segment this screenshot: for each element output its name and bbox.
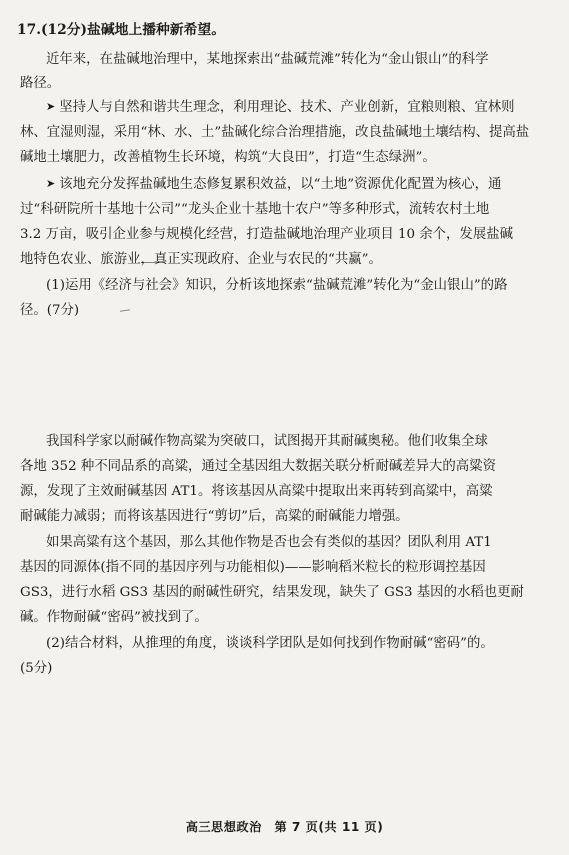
bullet-1-line-2: 林、宜湿则湿，采用“林、水、土”盐碱化综合治理措施，改良盐碱地土壤结构、提高盐	[20, 125, 530, 140]
question-title: 17.(12分)盐碱地上播种新希望。	[17, 22, 226, 38]
bullet-2-text: 该地充分发挥盐碱地生态修复累积效益，以“土地”资源优化配置为核心，通	[59, 177, 502, 192]
material-p2-line-4: 碱。作物耐碱“密码”被找到了。	[20, 610, 208, 625]
sub-question-2-line-2: (5分)	[20, 661, 53, 676]
sub-question-2-line-1: (2)结合材料，从推理的角度，谈谈科学团队是如何找到作物耐碱“密码”的。	[46, 636, 494, 651]
page-footer: 高三思想政治 第 7 页(共 11 页)	[185, 820, 384, 834]
bullet-1-line-3: 碱地土壤肥力，改善植物生长环境，构筑“大良田”，打造“生态绿洲”。	[20, 150, 436, 165]
bullet-1-text: 坚持人与自然和谐共生理念，利用理论、技术、产业创新，宜粮则粮、宜林则	[59, 100, 515, 115]
material-p1-line-1: 我国科学家以耐碱作物高粱为突破口，试图揭开其耐碱奥秘。他们收集全球	[46, 434, 488, 449]
intro-line-2: 路径。	[20, 76, 61, 91]
material-p2-line-2: 基因的同源体(指不同的基因序列与功能相似)——影响稻米粒长的粒形调控基因	[20, 560, 486, 575]
stray-pen-mark	[141, 262, 163, 263]
bullet-arrow-icon: ➤	[46, 177, 56, 190]
bullet-2-line-3: 3.2 万亩，吸引企业参与规模化经营，打造盐碱地治理产业项目 10 余个，发展盐碱	[20, 227, 513, 242]
bullet-arrow-icon: ➤	[46, 100, 56, 113]
sub-question-1-line-2: 径。(7分)	[20, 303, 80, 318]
material-p1-line-4: 耐碱能力减弱；而将该基因进行“剪切”后，高粱的耐碱能力增强。	[20, 509, 409, 524]
bullet-2-line-1	[46, 177, 501, 193]
material-p2-line-3: GS3，进行水稻 GS3 基因的耐碱性研究，结果发现，缺失了 GS3 基因的水稻也更耐	[20, 585, 524, 600]
sub-question-1-line-1: (1)运用《经济与社会》知识，分析该地探索“盐碱荒滩”转化为“金山银山”的路	[46, 278, 508, 293]
stray-pen-mark	[120, 309, 130, 311]
material-p1-line-2: 各地 352 种不同品系的高粱，通过全基因组大数据关联分析耐碱差异大的高粱资	[20, 459, 496, 474]
material-p2-line-1: 如果高粱有这个基因，那么其他作物是否也会有类似的基因？团队利用 AT1	[46, 535, 492, 550]
bullet-2-line-2: 过“科研院所十基地十公司”“龙头企业十基地十农户”等多种形式，流转农村土地	[20, 202, 490, 217]
material-p1-line-3: 源，发现了主效耐碱基因 AT1。将该基因从高粱中提取出来再转到高粱中，高粱	[20, 484, 493, 499]
intro-line-1: 近年来，在盐碱地治理中，某地探索出“盐碱荒滩”转化为“金山银山”的科学	[46, 52, 489, 67]
bullet-2-line-4: 地特色农业、旅游业，真正实现政府、企业与农民的“共赢”。	[20, 252, 382, 267]
bullet-1-line-1	[46, 100, 515, 116]
